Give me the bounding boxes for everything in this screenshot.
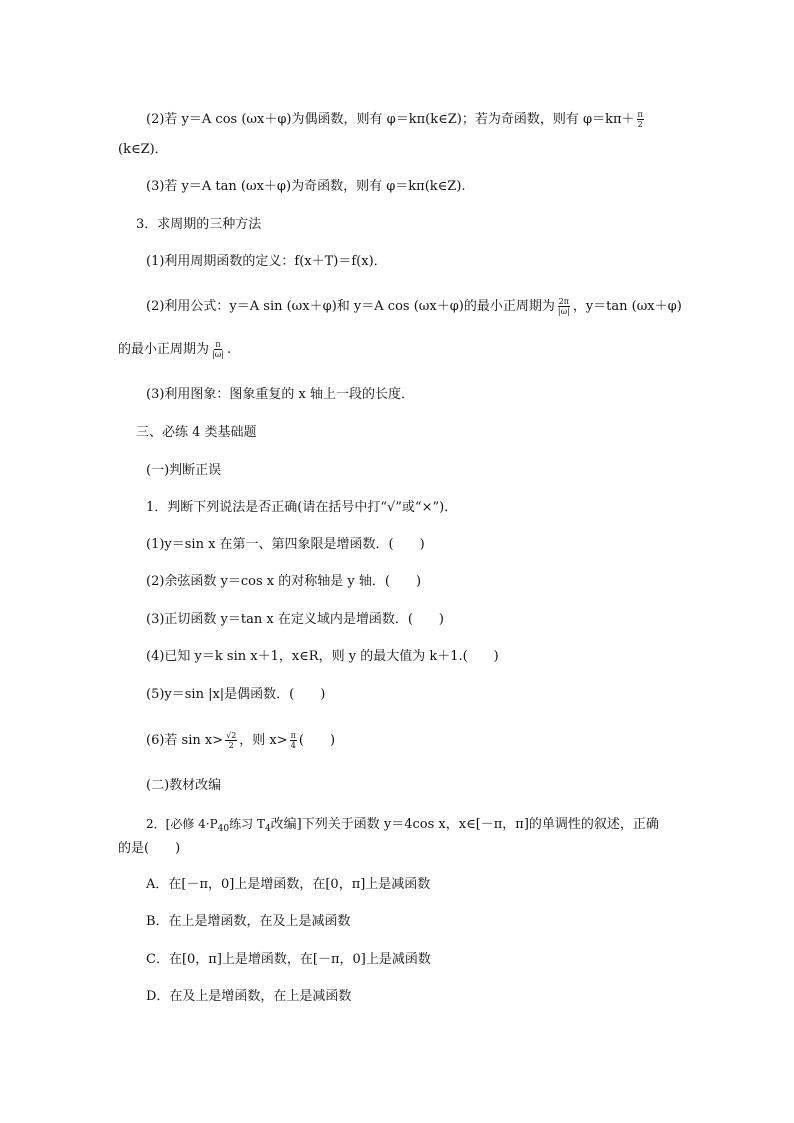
option-d: D．在及上是增函数，在上是减函数 (146, 989, 352, 1004)
question-2-ref-exercise: 练习 T (229, 817, 265, 831)
period-method-2-line (146, 297, 682, 316)
question-1-stem: 1．判断下列说法是否正确(请在括号中打“√”或“×”)． (146, 500, 458, 515)
fraction-denominator: 2 (228, 741, 234, 750)
pi-over-4-fraction (290, 731, 297, 750)
option-a: A．在[－π，0]上是增函数，在[0，π]上是减函数 (146, 877, 431, 892)
period-method-2-cont-text: 的最小正周期为 (118, 342, 210, 357)
subsection-textbook-adaptation: (二)教材改编 (146, 778, 222, 793)
pi-over-2-fraction (637, 110, 644, 129)
question-2-stem (146, 815, 659, 838)
statement-6 (146, 731, 335, 750)
exercise-subscript: 4 (264, 824, 271, 834)
period-method-2-text: (2)利用公式：y＝A sin (ωx＋φ)和 y＝A cos (ωx＋φ)的最小正周期为 (146, 299, 555, 314)
statement-3: (3)正切函数 y＝tan x 在定义域内是增函数．( ) (146, 612, 444, 627)
statement-6-blank: ( ) (298, 733, 336, 748)
fraction-numerator: 2π (558, 297, 570, 306)
statement-5: (5)y＝sin |x|是偶函数．( ) (146, 687, 326, 702)
period-method-2-cont-end: . (226, 342, 232, 357)
option-c: C．在[0，π]上是增函数，在[－π，0]上是减函数 (146, 952, 431, 967)
section-heading-basics: 三、必练 4 类基础题 (136, 425, 257, 440)
statement-6-text: (6)若 sin x> (146, 733, 224, 748)
fraction-numerator: π (290, 731, 296, 740)
parity-cos-text: (2)若 y＝A cos (ωx＋φ)为偶函数，则有 φ＝kπ(k∈Z)；若为奇函数，则有 φ＝kπ＋ (146, 112, 635, 127)
sqrt2-over-2-fraction (225, 731, 237, 750)
period-method-1: (1)利用周期函数的定义：f(x＋T)＝f(x)． (146, 254, 387, 269)
two-pi-over-omega-fraction (557, 297, 571, 316)
period-method-2-tail: ，y＝tan (ωx＋φ) (572, 299, 682, 314)
fraction-numerator: π (637, 110, 643, 119)
fraction-denominator: |ω| (212, 350, 224, 359)
subsection-true-false: (一)判断正误 (146, 463, 222, 478)
fraction-denominator: 2 (637, 120, 643, 129)
period-method-3: (3)利用图象：图象重复的 x 轴上一段的长度． (146, 387, 415, 402)
parity-cos-line (146, 110, 646, 129)
statement-1: (1)y＝sin x 在第一、第四象限是增函数．( ) (146, 537, 425, 552)
fraction-numerator: √2 (226, 731, 237, 740)
pi-over-omega-fraction (211, 340, 225, 359)
fraction-numerator: π (215, 340, 221, 349)
page-subscript: 40 (217, 824, 230, 834)
question-2-ref: 2．[必修 4·P (146, 817, 218, 831)
statement-4: (4)已知 y＝k sin x＋1，x∈R，则 y 的最大值为 k＋1.( ) (146, 649, 499, 664)
parity-cos-continuation: (k∈Z)． (118, 142, 168, 157)
fraction-denominator: 4 (290, 741, 296, 750)
question-2-continuation: 的是( ) (118, 841, 181, 856)
option-b: B．在上是增函数，在及上是减函数 (146, 914, 351, 929)
parity-tan-line: (3)若 y＝A tan (ωx＋φ)为奇函数，则有 φ＝kπ(k∈Z). (146, 179, 466, 194)
statement-6-mid: ，则 x> (239, 733, 288, 748)
period-method-2-continuation (118, 340, 231, 359)
section-heading-period-methods: 3．求周期的三种方法 (136, 217, 262, 232)
question-2-text: 改编]下列关于函数 y＝4cos x，x∈[－π，π]的单调性的叙述，正确 (270, 817, 659, 832)
fraction-denominator: |ω| (557, 307, 570, 316)
statement-2: (2)余弦函数 y＝cos x 的对称轴是 y 轴．( ) (146, 574, 422, 589)
